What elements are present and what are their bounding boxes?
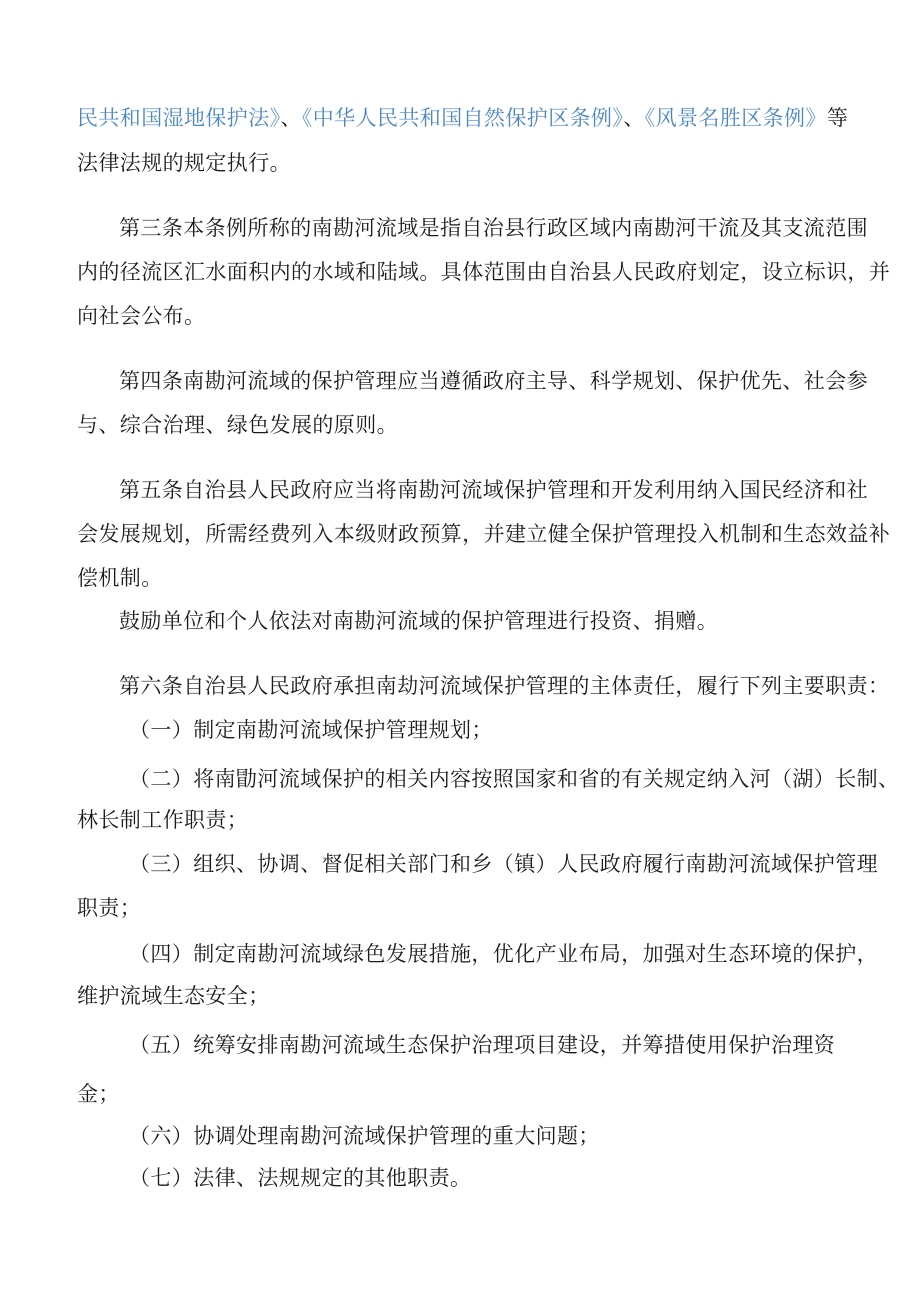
article-3-line-1: 第三条本条例所称的南勘河流域是指自治县行政区域内南勘河干流及其支流范围 (119, 216, 868, 240)
article-6-item-4-line-2: 维护流域生态安全； (77, 984, 270, 1008)
intro-line-2: 法律法规的规定执行。 (77, 151, 291, 175)
article-6-line-1: 第六条自治县人民政府承担南劫河流域保护管理的主体责任，履行下列主要职责： (119, 674, 890, 698)
article-6-item-4-line-1: （四）制定南勘河流域绿色发展措施，优化产业布局，加强对生态环境的保护， (129, 942, 878, 966)
article-6-item-6: （六）协调处理南勘河流域保护管理的重大问题； (129, 1124, 600, 1148)
article-6-item-5-line-1: （五）统筹安排南勘河流域生态保护治理项目建设，并筹措使用保护治理资 (129, 1033, 836, 1057)
article-5-line-4: 鼓励单位和个人依法对南勘河流域的保护管理进行投资、捐赠。 (119, 609, 719, 633)
article-5-line-1: 第五条自治县人民政府应当将南勘河流域保护管理和开发利用纳入国民经济和社 (119, 478, 868, 502)
article-4-line-1: 第四条南勘河流域的保护管理应当遵循政府主导、科学规划、保护优先、社会参 (119, 369, 868, 393)
law-reference-scenic-area[interactable]: 《风景名胜区条例》 (644, 106, 827, 130)
article-6-item-2-line-2: 林长制工作职责； (77, 808, 249, 832)
article-3-line-3: 向社会公布。 (77, 304, 206, 328)
article-6-item-3-line-1: （三）组织、协调、督促相关部门和乡（镇）人民政府履行南勘河流域保护管理 (129, 852, 878, 876)
intro-line-1 (77, 103, 848, 133)
article-5-line-2: 会发展规划，所需经费列入本级财政预算，并建立健全保护管理投入机制和生态效益补 (77, 522, 891, 546)
law-reference-nature-reserve[interactable]: 《中华人民共和国自然保护区条例》 (301, 106, 624, 130)
article-5-line-3: 偿机制。 (77, 566, 163, 590)
article-3-line-2: 内的径流区汇水面积内的水域和陆域。具体范围由自治县人民政府划定，设立标识，并 (77, 260, 891, 284)
article-6-item-1: （一）制定南勘河流域保护管理规划； (129, 718, 493, 742)
article-6-item-5-line-2: 金； (77, 1082, 120, 1106)
intro-tail: 等 (826, 106, 849, 130)
law-reference-wetland[interactable]: 民共和国湿地保护法》 (77, 106, 281, 130)
article-6-item-3-line-2: 职责； (77, 896, 142, 920)
article-6-item-2-line-1: （二）将南勖河流域保护的相关内容按照国家和省的有关规定纳入河（湖）长制、 (129, 767, 900, 791)
separator: 、 (623, 106, 645, 130)
article-4-line-2: 与、综合治理、绿色发展的原则。 (77, 413, 398, 437)
separator: 、 (280, 106, 302, 130)
article-6-item-7: （七）法律、法规规定的其他职责。 (129, 1166, 472, 1190)
